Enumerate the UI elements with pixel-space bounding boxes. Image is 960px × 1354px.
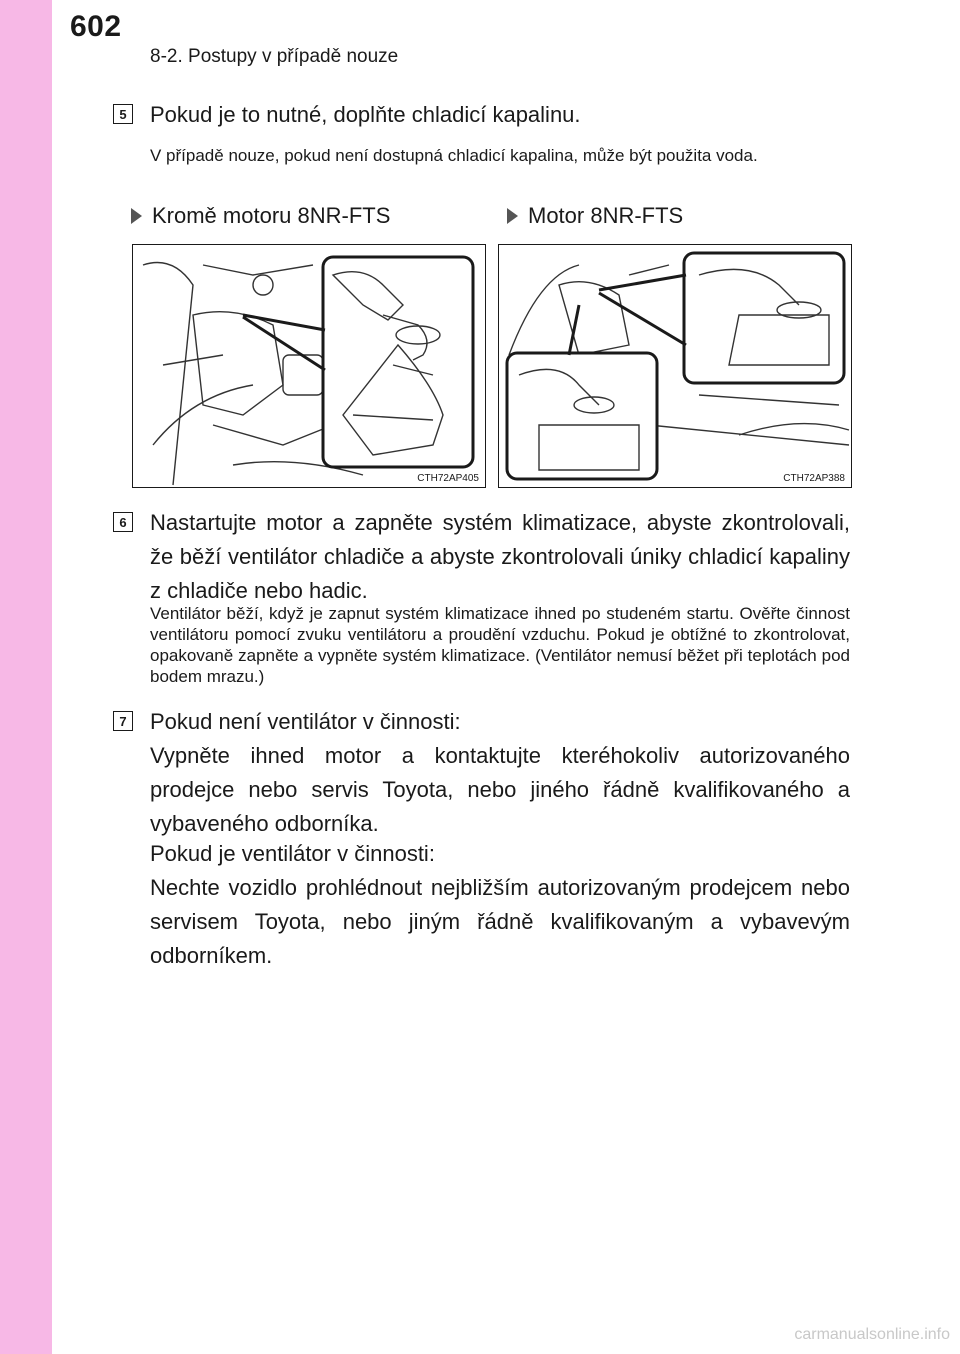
step-6-note: Ventilátor běží, když je zapnut systém klimatizace ihned po studeném startu. Ověřte činnost ventilátoru pomocí zvuku ventilátoru a proudění vzduchu. Pokud je obtížné to zkontrolovat, opakovaně zapněte a vypněte systém klimatizace. (Ventilátor nemusí běžet při teplotách pod bodem mrazu.) <box>150 604 850 686</box>
triangle-bullet-icon <box>507 208 518 224</box>
step-7-action-off: Vypněte ihned motor a kontaktujte kteréhokoliv autorizovaného prodejce nebo servis Toyota, nebo jiného řádně kvalifikovaného a vybaveného odborníka. <box>150 743 850 836</box>
engine-bay-drawing <box>133 245 486 488</box>
figure-label-8nr <box>507 203 683 229</box>
step-7-condition-on: Pokud je ventilátor v činnosti: <box>150 841 435 866</box>
engine-illustration-non-8nr <box>132 244 486 488</box>
engine-illustration-8nr <box>498 244 852 488</box>
step-5-instruction: Pokud je to nutné, doplňte chladicí kapalinu. <box>150 102 581 127</box>
triangle-bullet-icon <box>131 208 142 224</box>
watermark: carmanualsonline.info <box>794 1326 950 1343</box>
step-number-6: 6 <box>113 512 133 532</box>
step-number-5: 5 <box>113 104 133 124</box>
page-number: 602 <box>70 10 122 43</box>
figure-label-non-8nr <box>131 203 390 229</box>
step-6-instruction: Nastartujte motor a zapněte systém klimatizace, abyste zkontrolovali, že běží ventilátor chladiče a abyste zkontrolovali úniky chladicí kapaliny z chladiče nebo hadic. <box>150 510 850 603</box>
engine-bay-drawing <box>499 245 852 488</box>
step-7-action-on: Nechte vozidlo prohlédnout nejbližším autorizovaným prodejcem nebo servisem Toyota, nebo jiným řádně kvalifikovaným a vybavevým odborníkem. <box>150 875 850 968</box>
figure-label-text: Motor 8NR-FTS <box>528 203 684 228</box>
step-7-condition-off: Pokud není ventilátor v činnosti: <box>150 709 461 734</box>
page-side-tab <box>0 0 52 1354</box>
step-5-note: V případě nouze, pokud není dostupná chladicí kapalina, může být použita voda. <box>150 146 758 165</box>
figure-code: CTH72AP388 <box>783 473 845 484</box>
figure-code: CTH72AP405 <box>417 473 479 484</box>
section-title: 8-2. Postupy v případě nouze <box>150 46 399 67</box>
step-number-7: 7 <box>113 711 133 731</box>
figure-label-text: Kromě motoru 8NR-FTS <box>152 203 391 228</box>
